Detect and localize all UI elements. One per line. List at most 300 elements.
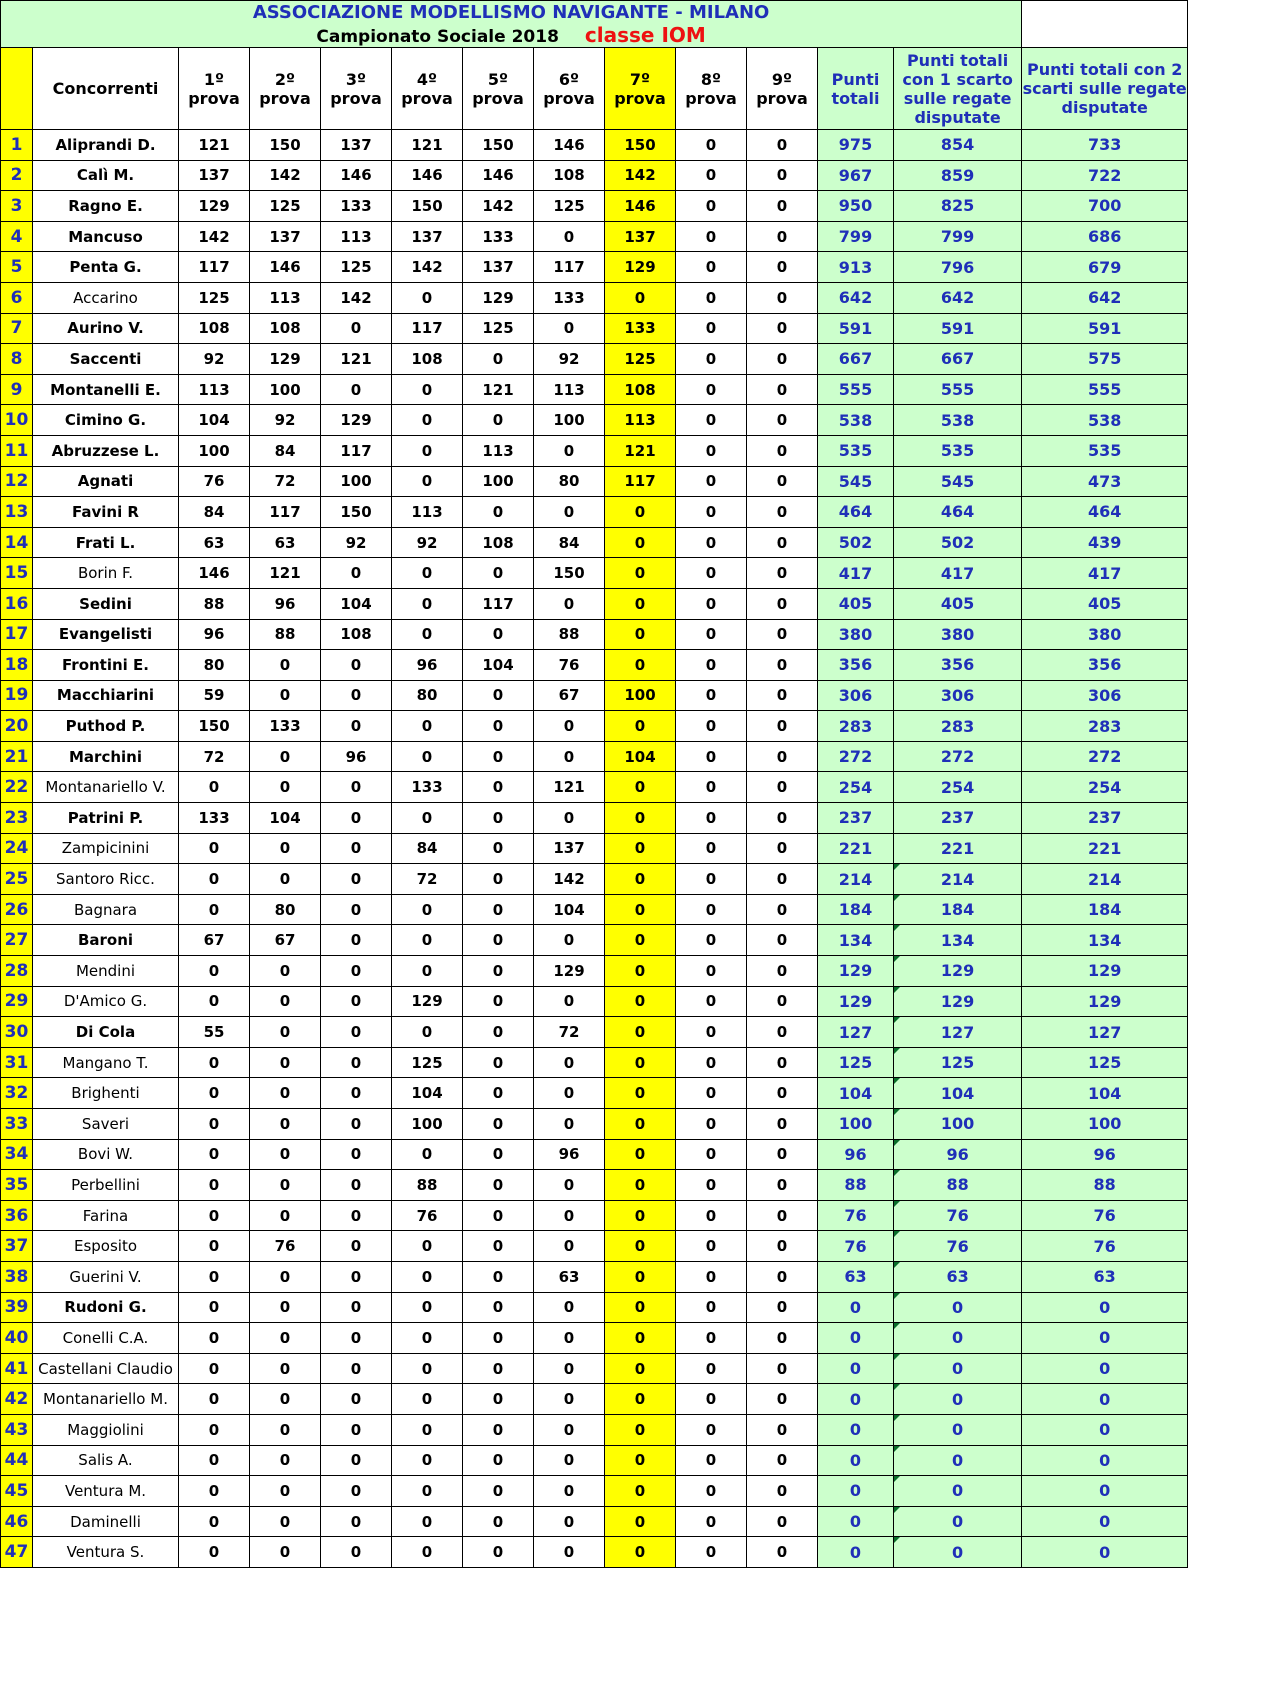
round-8-score: 0 (676, 527, 747, 558)
round-2-header: 2º prova (250, 48, 321, 130)
total-2-discard: 221 (1022, 833, 1188, 864)
competitor-name: Cimino G. (33, 405, 179, 436)
round-1-score: 137 (179, 160, 250, 191)
round-2-score: 0 (250, 680, 321, 711)
round-9-score: 0 (747, 1353, 818, 1384)
round-5-score: 0 (463, 711, 534, 742)
rank-cell: 47 (1, 1537, 33, 1568)
table-row (1, 282, 1188, 313)
round-7-score: 0 (605, 894, 676, 925)
blank-corner (1022, 1, 1188, 48)
round-1-score: 0 (179, 1506, 250, 1537)
round-2-score: 0 (250, 864, 321, 895)
total-1-discard: 405 (894, 588, 1022, 619)
round-5-score: 125 (463, 313, 534, 344)
total-1-discard: 134 (894, 925, 1022, 956)
round-8-score: 0 (676, 1323, 747, 1354)
table-row (1, 1323, 1188, 1354)
competitor-name: Farina (33, 1200, 179, 1231)
round-1-score: 142 (179, 221, 250, 252)
competitor-name: Macchiarini (33, 680, 179, 711)
round-7-score: 0 (605, 1231, 676, 1262)
round-9-score: 0 (747, 466, 818, 497)
round-1-score: 84 (179, 497, 250, 528)
total-2-discard: 356 (1022, 650, 1188, 681)
round-9-score: 0 (747, 588, 818, 619)
round-4-score: 88 (392, 1170, 463, 1201)
table-row (1, 1170, 1188, 1201)
round-5-score: 0 (463, 1476, 534, 1507)
competitor-name: Favini R (33, 497, 179, 528)
total-2-discard: 134 (1022, 925, 1188, 956)
round-1-score: 0 (179, 1231, 250, 1262)
total-points: 913 (818, 252, 894, 283)
total-2-discard: 63 (1022, 1261, 1188, 1292)
round-6-score: 113 (534, 374, 605, 405)
round-3-score: 0 (321, 1047, 392, 1078)
total-2-discard: 722 (1022, 160, 1188, 191)
round-4-score: 125 (392, 1047, 463, 1078)
round-1-score: 0 (179, 894, 250, 925)
round-7-score: 0 (605, 925, 676, 956)
total-points: 0 (818, 1476, 894, 1507)
round-2-score: 0 (250, 1506, 321, 1537)
round-3-score: 0 (321, 833, 392, 864)
round-5-score: 0 (463, 680, 534, 711)
round-5-score: 0 (463, 772, 534, 803)
rank-cell: 10 (1, 405, 33, 436)
round-6-score: 0 (534, 1047, 605, 1078)
total-points: 538 (818, 405, 894, 436)
rank-cell: 25 (1, 864, 33, 895)
round-1-header: 1º prova (179, 48, 250, 130)
total-2-discard: 0 (1022, 1414, 1188, 1445)
round-6-score: 0 (534, 313, 605, 344)
round-4-score: 0 (392, 466, 463, 497)
round-6-score: 0 (534, 1476, 605, 1507)
table-row (1, 252, 1188, 283)
round-2-score: 0 (250, 1200, 321, 1231)
rank-cell: 6 (1, 282, 33, 313)
total-points: 100 (818, 1109, 894, 1140)
round-3-score: 0 (321, 1200, 392, 1231)
round-2-score: 0 (250, 1139, 321, 1170)
round-9-score: 0 (747, 1384, 818, 1415)
total-1-discard: 283 (894, 711, 1022, 742)
round-8-score: 0 (676, 833, 747, 864)
round-5-header: 5º prova (463, 48, 534, 130)
total-points: 555 (818, 374, 894, 405)
table-row (1, 1445, 1188, 1476)
total-1-discard: 0 (894, 1353, 1022, 1384)
competitor-name: Calì M. (33, 160, 179, 191)
table-row (1, 711, 1188, 742)
competitor-name: Patrini P. (33, 803, 179, 834)
round-6-score: 0 (534, 1445, 605, 1476)
round-5-score: 0 (463, 741, 534, 772)
round-1-score: 76 (179, 466, 250, 497)
round-3-score: 0 (321, 1537, 392, 1568)
total-1-discard: 125 (894, 1047, 1022, 1078)
subtitle-cell (1, 23, 1022, 48)
round-6-score: 0 (534, 1323, 605, 1354)
round-3-score: 0 (321, 772, 392, 803)
rank-cell: 31 (1, 1047, 33, 1078)
rank-cell: 22 (1, 772, 33, 803)
round-7-score: 0 (605, 619, 676, 650)
round-9-score: 0 (747, 1292, 818, 1323)
table-row (1, 1109, 1188, 1140)
total-points: 76 (818, 1231, 894, 1262)
round-4-score: 0 (392, 741, 463, 772)
rank-cell: 34 (1, 1139, 33, 1170)
round-5-score: 0 (463, 1445, 534, 1476)
round-8-score: 0 (676, 619, 747, 650)
round-9-score: 0 (747, 1231, 818, 1262)
round-9-score: 0 (747, 680, 818, 711)
round-2-score: 0 (250, 956, 321, 987)
round-1-score: 150 (179, 711, 250, 742)
total-points: 380 (818, 619, 894, 650)
round-9-score: 0 (747, 1017, 818, 1048)
competitor-name: Montanariello M. (33, 1384, 179, 1415)
total-1-discard: 306 (894, 680, 1022, 711)
round-9-score: 0 (747, 925, 818, 956)
round-7-score: 113 (605, 405, 676, 436)
round-1-score: 88 (179, 588, 250, 619)
round-6-score: 142 (534, 864, 605, 895)
round-9-score: 0 (747, 527, 818, 558)
round-9-score: 0 (747, 1109, 818, 1140)
round-2-score: 121 (250, 558, 321, 589)
round-6-score: 0 (534, 986, 605, 1017)
round-3-score: 142 (321, 282, 392, 313)
round-2-score: 0 (250, 1323, 321, 1354)
round-4-score: 121 (392, 130, 463, 161)
round-3-score: 0 (321, 925, 392, 956)
round-2-score: 0 (250, 1445, 321, 1476)
round-4-score: 146 (392, 160, 463, 191)
round-8-score: 0 (676, 1292, 747, 1323)
round-3-score: 0 (321, 1323, 392, 1354)
round-1-score: 0 (179, 1476, 250, 1507)
rank-header (1, 48, 33, 130)
round-8-score: 0 (676, 956, 747, 987)
round-1-score: 104 (179, 405, 250, 436)
round-1-score: 0 (179, 1047, 250, 1078)
competitor-name: Accarino (33, 282, 179, 313)
round-4-score: 0 (392, 1292, 463, 1323)
total-2-discard: 380 (1022, 619, 1188, 650)
round-7-score: 0 (605, 1353, 676, 1384)
competitor-name: Bovi W. (33, 1139, 179, 1170)
round-3-score: 0 (321, 711, 392, 742)
round-4-score: 0 (392, 282, 463, 313)
competitor-name: Frati L. (33, 527, 179, 558)
round-9-score: 0 (747, 160, 818, 191)
round-4-score: 0 (392, 1384, 463, 1415)
round-4-score: 72 (392, 864, 463, 895)
total-2-discard: 473 (1022, 466, 1188, 497)
round-8-score: 0 (676, 803, 747, 834)
round-7-score: 104 (605, 741, 676, 772)
round-1-score: 96 (179, 619, 250, 650)
total-2-discard: 0 (1022, 1292, 1188, 1323)
rank-cell: 41 (1, 1353, 33, 1384)
round-6-score: 0 (534, 435, 605, 466)
round-2-score: 84 (250, 435, 321, 466)
round-6-score: 0 (534, 1384, 605, 1415)
round-9-score: 0 (747, 435, 818, 466)
round-2-score: 125 (250, 191, 321, 222)
total-2-discard: 214 (1022, 864, 1188, 895)
round-3-score: 108 (321, 619, 392, 650)
total-points: 0 (818, 1414, 894, 1445)
round-3-score: 0 (321, 374, 392, 405)
round-7-score: 0 (605, 711, 676, 742)
table-row (1, 497, 1188, 528)
competitor-name: Salis A. (33, 1445, 179, 1476)
table-row (1, 894, 1188, 925)
round-6-score: 0 (534, 221, 605, 252)
round-8-score: 0 (676, 405, 747, 436)
round-3-header: 3º prova (321, 48, 392, 130)
round-2-score: 76 (250, 1231, 321, 1262)
total-1-discard: 854 (894, 130, 1022, 161)
round-3-score: 137 (321, 130, 392, 161)
rank-cell: 21 (1, 741, 33, 772)
round-7-score: 0 (605, 1139, 676, 1170)
round-6-score: 80 (534, 466, 605, 497)
round-2-score: 0 (250, 741, 321, 772)
table-row (1, 1537, 1188, 1568)
round-5-score: 142 (463, 191, 534, 222)
total-points: 0 (818, 1323, 894, 1354)
round-2-score: 0 (250, 1109, 321, 1140)
round-5-score: 0 (463, 497, 534, 528)
round-3-score: 113 (321, 221, 392, 252)
round-4-score: 0 (392, 1231, 463, 1262)
round-8-score: 0 (676, 864, 747, 895)
rank-cell: 32 (1, 1078, 33, 1109)
rank-cell: 42 (1, 1384, 33, 1415)
round-3-score: 96 (321, 741, 392, 772)
round-2-score: 100 (250, 374, 321, 405)
total-2-discard: 254 (1022, 772, 1188, 803)
total-1-discard: 104 (894, 1078, 1022, 1109)
table-row (1, 741, 1188, 772)
total-points: 127 (818, 1017, 894, 1048)
round-1-score: 133 (179, 803, 250, 834)
round-9-score: 0 (747, 1323, 818, 1354)
table-row (1, 1078, 1188, 1109)
round-2-score: 0 (250, 986, 321, 1017)
round-7-score: 0 (605, 1384, 676, 1415)
total-2-discard: 237 (1022, 803, 1188, 834)
round-8-score: 0 (676, 374, 747, 405)
table-row (1, 313, 1188, 344)
round-1-score: 0 (179, 1139, 250, 1170)
rank-cell: 9 (1, 374, 33, 405)
round-9-score: 0 (747, 558, 818, 589)
rank-cell: 38 (1, 1261, 33, 1292)
round-6-header: 6º prova (534, 48, 605, 130)
round-4-score: 108 (392, 344, 463, 375)
total-points: 405 (818, 588, 894, 619)
table-row (1, 619, 1188, 650)
total-1-discard: 88 (894, 1170, 1022, 1201)
table-row (1, 1414, 1188, 1445)
rank-cell: 15 (1, 558, 33, 589)
round-4-score: 0 (392, 1476, 463, 1507)
round-1-score: 0 (179, 1414, 250, 1445)
round-7-score: 0 (605, 1261, 676, 1292)
round-5-score: 0 (463, 1047, 534, 1078)
total-2-discard: 0 (1022, 1323, 1188, 1354)
round-9-score: 0 (747, 1170, 818, 1201)
round-1-score: 0 (179, 1384, 250, 1415)
round-3-score: 0 (321, 803, 392, 834)
round-4-score: 0 (392, 1537, 463, 1568)
round-7-score: 0 (605, 803, 676, 834)
round-9-score: 0 (747, 1139, 818, 1170)
round-9-score: 0 (747, 374, 818, 405)
round-8-score: 0 (676, 1047, 747, 1078)
subtitle: Campionato Sociale 2018 (316, 27, 559, 47)
round-2-score: 0 (250, 1353, 321, 1384)
round-8-score: 0 (676, 1537, 747, 1568)
round-2-score: 0 (250, 1047, 321, 1078)
total-2-discard: 439 (1022, 527, 1188, 558)
competitor-name: Santoro Ricc. (33, 864, 179, 895)
total-1-discard: 129 (894, 956, 1022, 987)
round-1-score: 0 (179, 1292, 250, 1323)
rank-cell: 2 (1, 160, 33, 191)
round-8-score: 0 (676, 191, 747, 222)
round-9-score: 0 (747, 191, 818, 222)
round-6-score: 0 (534, 1109, 605, 1140)
total-points: 502 (818, 527, 894, 558)
round-8-score: 0 (676, 435, 747, 466)
round-7-score: 0 (605, 1292, 676, 1323)
round-7-score: 0 (605, 1506, 676, 1537)
total-points: 129 (818, 986, 894, 1017)
column-header-row (1, 48, 1188, 130)
competitor-name: Mancuso (33, 221, 179, 252)
total-2-discard: 405 (1022, 588, 1188, 619)
competitor-name: Saccenti (33, 344, 179, 375)
total-2-discard: 733 (1022, 130, 1188, 161)
round-7-score: 0 (605, 772, 676, 803)
round-5-score: 113 (463, 435, 534, 466)
round-4-score: 0 (392, 894, 463, 925)
round-5-score: 146 (463, 160, 534, 191)
total-1-discard: 129 (894, 986, 1022, 1017)
round-6-score: 121 (534, 772, 605, 803)
round-3-score: 0 (321, 894, 392, 925)
round-2-score: 0 (250, 1261, 321, 1292)
round-2-score: 104 (250, 803, 321, 834)
round-3-score: 0 (321, 1292, 392, 1323)
round-2-score: 88 (250, 619, 321, 650)
round-6-score: 100 (534, 405, 605, 436)
round-4-score: 100 (392, 1109, 463, 1140)
round-2-score: 142 (250, 160, 321, 191)
page-title: ASSOCIAZIONE MODELLISMO NAVIGANTE - MILANO (1, 1, 1022, 24)
total-points: 254 (818, 772, 894, 803)
rank-cell: 11 (1, 435, 33, 466)
round-5-score: 133 (463, 221, 534, 252)
round-1-score: 146 (179, 558, 250, 589)
round-6-score: 0 (534, 711, 605, 742)
table-row (1, 680, 1188, 711)
competitor-name: Agnati (33, 466, 179, 497)
round-4-score: 92 (392, 527, 463, 558)
total-2-discard: 96 (1022, 1139, 1188, 1170)
round-4-score: 0 (392, 619, 463, 650)
round-7-score: 150 (605, 130, 676, 161)
round-5-score: 108 (463, 527, 534, 558)
round-7-score: 0 (605, 650, 676, 681)
total-2-discard: 0 (1022, 1506, 1188, 1537)
competitor-name: Zampicinini (33, 833, 179, 864)
total-points: 967 (818, 160, 894, 191)
round-8-score: 0 (676, 160, 747, 191)
total-1-discard: 254 (894, 772, 1022, 803)
table-row (1, 1231, 1188, 1262)
table-row (1, 405, 1188, 436)
round-9-score: 0 (747, 282, 818, 313)
table-row (1, 1261, 1188, 1292)
round-3-score: 0 (321, 680, 392, 711)
round-6-score: 129 (534, 956, 605, 987)
total-points: 306 (818, 680, 894, 711)
competitors-header: Concorrenti (33, 48, 179, 130)
round-7-header: 7º prova (605, 48, 676, 130)
total-points: 221 (818, 833, 894, 864)
round-6-score: 0 (534, 1414, 605, 1445)
round-8-score: 0 (676, 313, 747, 344)
round-5-score: 0 (463, 1261, 534, 1292)
total-1-discard: 76 (894, 1200, 1022, 1231)
round-8-score: 0 (676, 1476, 747, 1507)
round-6-score: 84 (534, 527, 605, 558)
total-points: 950 (818, 191, 894, 222)
round-5-score: 129 (463, 282, 534, 313)
table-row (1, 1017, 1188, 1048)
total-2-discard: 464 (1022, 497, 1188, 528)
total-1-discard: 538 (894, 405, 1022, 436)
round-5-score: 0 (463, 894, 534, 925)
round-7-score: 121 (605, 435, 676, 466)
round-3-score: 129 (321, 405, 392, 436)
round-2-score: 0 (250, 650, 321, 681)
round-8-score: 0 (676, 711, 747, 742)
round-7-score: 0 (605, 1017, 676, 1048)
round-7-score: 0 (605, 833, 676, 864)
total-points: 214 (818, 864, 894, 895)
rank-cell: 39 (1, 1292, 33, 1323)
standings-body (1, 130, 1188, 1568)
round-9-score: 0 (747, 1200, 818, 1231)
rank-cell: 45 (1, 1476, 33, 1507)
round-8-score: 0 (676, 1353, 747, 1384)
rank-cell: 33 (1, 1109, 33, 1140)
round-8-score: 0 (676, 1384, 747, 1415)
round-3-score: 0 (321, 313, 392, 344)
table-row (1, 344, 1188, 375)
rank-cell: 37 (1, 1231, 33, 1262)
